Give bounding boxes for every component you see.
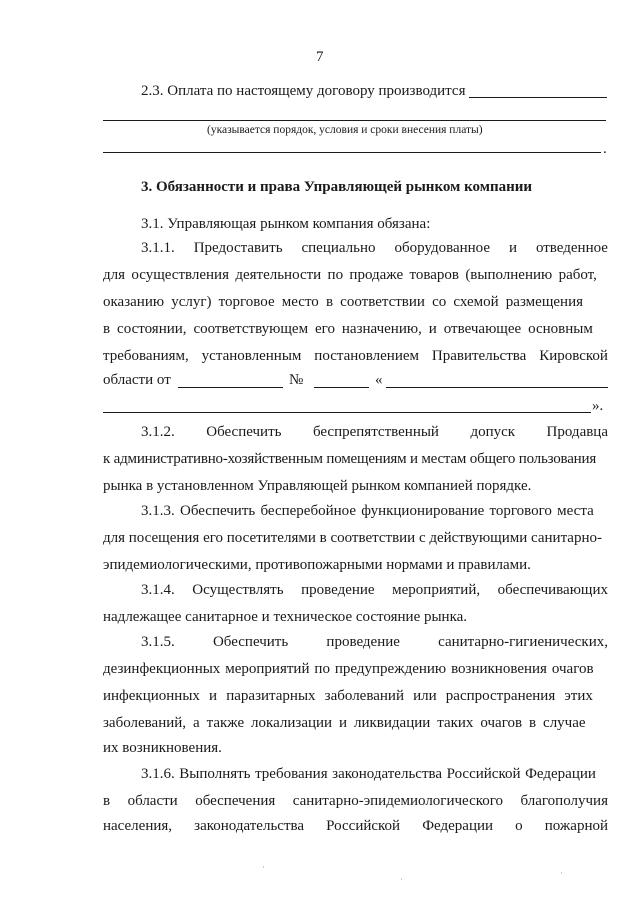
clause-3-1-1-line-3: оказанию услуг) торговое место в соответствии со схемой размещения: [103, 294, 583, 310]
word: пожарной: [544, 818, 608, 834]
word: 3.1.1.: [141, 240, 175, 256]
clause-3-1-3-line-3: эпидемиологическими, противопожарными нормами и правилами.: [103, 557, 531, 573]
word: Обеспечить: [206, 424, 282, 440]
word: установленным: [201, 348, 302, 364]
clause-3-1-1-line-4: в состоянии, соответствующем его назначению, и отвечающее основным: [103, 321, 593, 337]
word: 3.1.5.: [141, 634, 175, 650]
word: санитарно-гигиенических,: [438, 634, 608, 650]
word: Осуществлять: [192, 582, 284, 598]
scan-speck: ·: [400, 874, 403, 884]
word: проведение: [301, 582, 375, 598]
word: населения,: [103, 818, 173, 834]
word: в: [103, 793, 111, 809]
word: проведение: [326, 634, 400, 650]
word: оборудованное: [394, 240, 491, 256]
scan-speck: ·: [262, 862, 265, 872]
clause-3-1-6-line-1: 3.1.6. Выполнять требования законодательства Российской Федерации: [141, 766, 596, 782]
word: Российской: [326, 818, 401, 834]
word: области: [127, 793, 178, 809]
clause-3-1-6-line-3: [103, 818, 608, 838]
clause-3-1-3-line-1: 3.1.3. Обеспечить бесперебойное функционирование торгового места: [141, 503, 594, 519]
word: благополучия: [520, 793, 608, 809]
clause-3-1-5-line-1: [141, 634, 608, 654]
clause-3-1-2-line-3: рынка в установленном Управляющей рынком компанией порядке.: [103, 478, 532, 494]
clause-2-3-text: 2.3. Оплата по настоящему договору производится: [141, 83, 466, 99]
word: отведенное: [535, 240, 608, 256]
word: Обеспечить: [212, 634, 289, 650]
word: Кировской: [539, 348, 608, 364]
word: законодательства: [194, 818, 305, 834]
clause-3-1-1-line-5: [103, 348, 608, 368]
clause-3-1-1-line-1: [141, 240, 608, 260]
clause-3-1-6-line-2: [103, 793, 608, 813]
word: Федерации: [422, 818, 494, 834]
open-quote: «: [375, 372, 383, 388]
date-blank: [178, 387, 283, 388]
clause-3-1-4-line-2: надлежащее санитарное и техническое состояние рынка.: [103, 609, 468, 625]
scan-speck: ·: [560, 868, 563, 878]
clause-3-1-5-line-3: инфекционных и паразитарных заболеваний или распространения этих: [103, 688, 593, 704]
clause-3-1-2-line-1: [141, 424, 608, 444]
word: Продавца: [546, 424, 608, 440]
word: 3.1.2.: [141, 424, 175, 440]
word: специально: [301, 240, 376, 256]
word: о: [515, 818, 523, 834]
blank-line: [103, 152, 601, 153]
word: 3.1.4.: [141, 582, 175, 598]
word: обеспечивающих: [497, 582, 608, 598]
section-3-title: 3. Обязанности и права Управляющей рынком компании: [141, 179, 533, 195]
clause-3-1-5-line-5: их возникновения.: [103, 740, 222, 756]
clause-3-1: 3.1. Управляющая рынком компания обязана:: [141, 216, 431, 232]
clause-3-1-4-line-1: [141, 582, 608, 602]
word: требованиям,: [103, 348, 189, 364]
word: мероприятий,: [392, 582, 481, 598]
clause-3-1-5-line-2: дезинфекционных мероприятий по предупреждению возникновения очагов: [103, 661, 594, 677]
blank-line: [469, 97, 607, 98]
number-blank: [314, 387, 369, 388]
word: постановлением: [314, 348, 420, 364]
word: и: [508, 240, 517, 256]
clause-3-1-1-line-2: для осуществления деятельности по продаже товаров (выполнению работ,: [103, 267, 597, 283]
blank-line: [103, 120, 606, 121]
word: Предоставить: [193, 240, 283, 256]
close-quote: ».: [592, 398, 604, 414]
word: допуск: [470, 424, 516, 440]
word: беспрепятственный: [312, 424, 439, 440]
page-number: 7: [316, 49, 324, 65]
clause-3-1-2-line-2: к административно-хозяйственным помещениям и местам общего пользования: [103, 451, 597, 467]
word: обеспечения: [195, 793, 276, 809]
number-sign: №: [289, 372, 304, 388]
title-blank-continuation: [103, 412, 591, 413]
period: .: [603, 141, 607, 157]
clause-3-1-1-date-label: области от: [103, 372, 171, 388]
clause-2-3-note: (указывается порядок, условия и сроки внесения платы): [207, 124, 483, 136]
clause-3-1-3-line-2: для посещения его посетителями в соответствии с действующими санитарно-: [103, 530, 602, 546]
title-blank: [386, 387, 608, 388]
clause-3-1-5-line-4: заболеваний, а также локализации и ликвидации таких очагов в случае: [103, 715, 586, 731]
word: Правительства: [431, 348, 527, 364]
word: санитарно-эпидемиологического: [292, 793, 504, 809]
